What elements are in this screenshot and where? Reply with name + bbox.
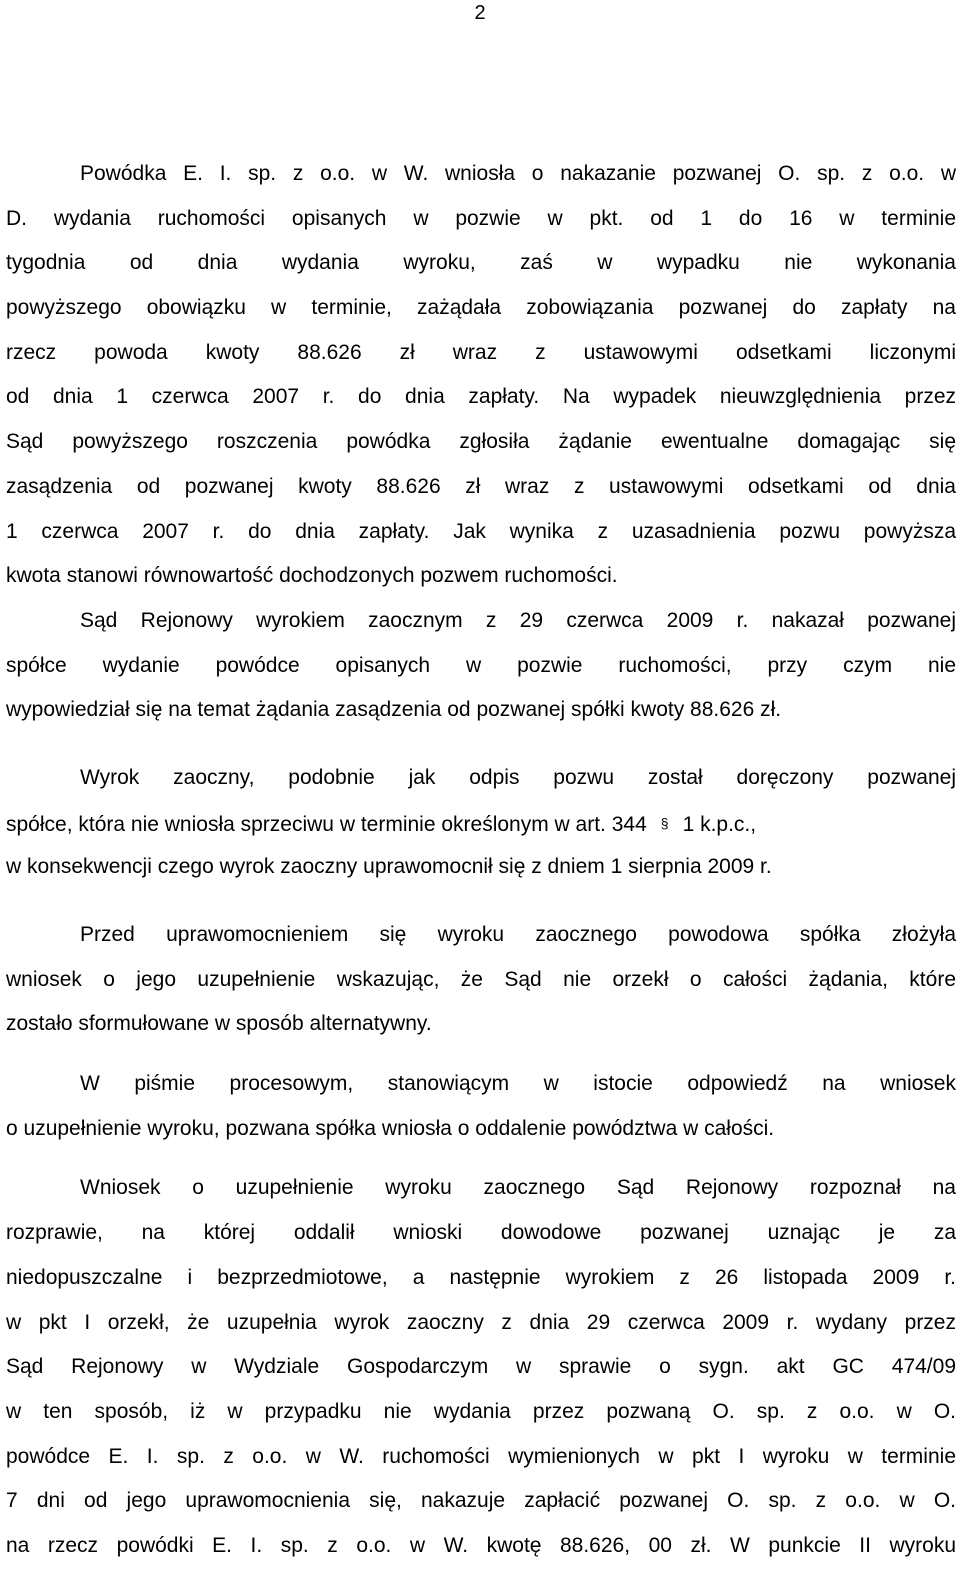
document-body: [6, 152, 956, 1569]
text-line: wypowiedział się na temat żądania zasądzenia od pozwanej spółki kwoty 88.626 zł.: [6, 698, 782, 722]
text-line: Przed uprawomocnieniem się wyroku zaocznego powodowa spółka złożyła: [80, 923, 956, 946]
paragraph-finality: [6, 756, 956, 890]
text-line: powyższego obowiązku w terminie, zażądała zobowiązania pozwanej do zapłaty na: [6, 296, 956, 320]
text-line: od dnia 1 czerwca 2007 r. do dnia zapłaty. Na wypadek nieuwzględnienia przez: [6, 385, 956, 409]
paragraph-response: [6, 1062, 956, 1151]
paragraph-supplement-request: [6, 913, 956, 1047]
text-line: rozprawie, na której oddalił wnioski dowodowe pozwanej uznając je za: [6, 1221, 956, 1245]
text-line: w pkt I orzekł, że uzupełnia wyrok zaoczny z dnia 29 czerwca 2009 r. wydany przez: [6, 1310, 956, 1334]
text-line: Wniosek o uzupełnienie wyroku zaocznego Sąd Rejonowy rozpoznał na: [80, 1176, 956, 1200]
text-line: Wyrok zaoczny, podobnie jak odpis pozwu został doręczony pozwanej: [80, 765, 956, 789]
text-line: zostało sformułowane w sposób alternatywny.: [6, 1012, 432, 1036]
text-line: Sąd Rejonowy wyrokiem zaocznym z 29 czerwca 2009 r. nakazał pozwanej: [80, 608, 956, 632]
text-line: 1 czerwca 2007 r. do dnia zapłaty. Jak wynika z uzasadnienia pozwu powyższa: [6, 519, 956, 543]
text-line: wniosek o jego uzupełnienie wskazując, że Sąd nie orzekł o całości żądania, które: [6, 967, 956, 991]
page-number: 2: [474, 2, 486, 24]
text-line: 7 dni od jego uprawomocnienia się, nakazuje zapłacić pozwanej O. sp. z o.o. w O.: [6, 1489, 956, 1513]
paragraph-default-judgment: [6, 599, 956, 733]
text-line-article: [6, 801, 956, 846]
paragraph-supplementary-judgment: [6, 1166, 956, 1568]
text-line: zasądzenia od pozwanej kwoty 88.626 zł wraz z ustawowymi odsetkami od dnia: [6, 474, 956, 498]
text-line: Sąd powyższego roszczenia powódka zgłosiła żądanie ewentualne domagając się: [6, 430, 956, 454]
text-line: W piśmie procesowym, stanowiącym w istocie odpowiedź na wniosek: [80, 1072, 956, 1096]
text-line: D. wydania ruchomości opisanych w pozwie w pkt. od 1 do 16 w terminie: [6, 206, 956, 230]
text-line: niedopuszczalne i bezprzedmiotowe, a następnie wyrokiem z 26 listopada 2009 r.: [6, 1265, 956, 1289]
text-line: spółce wydanie powódce opisanych w pozwie ruchomości, przy czym nie: [6, 653, 956, 677]
article-text-suffix: 1 k.p.c.,: [682, 812, 757, 836]
text-line: powódce E. I. sp. z o.o. w W. ruchomości wymienionych w pkt I wyroku w terminie: [6, 1444, 956, 1468]
article-text: spółce, która nie wniosła sprzeciwu w terminie określonym w art. 344: [6, 812, 647, 836]
text-line: o uzupełnienie wyroku, pozwana spółka wniosła o oddalenie powództwa w całości.: [6, 1116, 775, 1140]
text-line: na rzecz powódki E. I. sp. z o.o. w W. kwotę 88.626, 00 zł. W punkcie II wyroku: [6, 1533, 956, 1557]
text-line: Sąd Rejonowy w Wydziale Gospodarczym w sprawie o sygn. akt GC 474/09: [6, 1355, 956, 1379]
paragraph-claim: [6, 152, 956, 599]
text-line: w ten sposób, iż w przypadku nie wydania przez pozwaną O. sp. z o.o. w O.: [6, 1399, 956, 1423]
text-line: tygodnia od dnia wydania wyroku, zaś w wypadku nie wykonania: [6, 251, 956, 275]
section-sign: §: [660, 814, 669, 831]
text-line: Powódka E. I. sp. z o.o. w W. wniosła o nakazanie pozwanej O. sp. z o.o. w: [80, 162, 956, 185]
text-line: kwota stanowi równowartość dochodzonych pozwem ruchomości.: [6, 564, 618, 588]
text-line: w konsekwencji czego wyrok zaoczny uprawomocnił się z dniem 1 sierpnia 2009 r.: [6, 855, 772, 879]
text-line: rzecz powoda kwoty 88.626 zł wraz z ustawowymi odsetkami liczonymi: [6, 340, 956, 364]
